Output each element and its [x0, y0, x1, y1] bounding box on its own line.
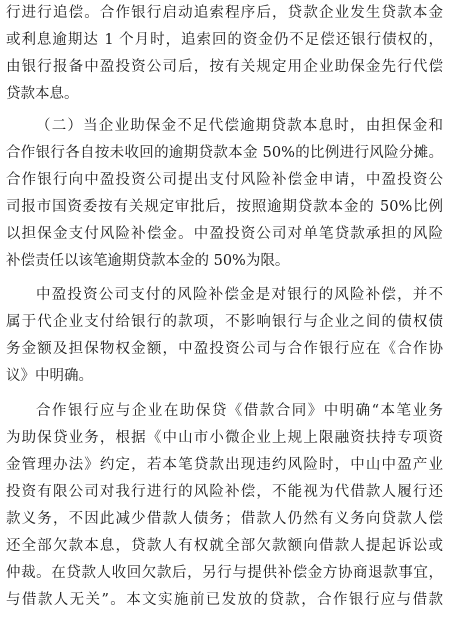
- text-line: 议》中明确。: [6, 368, 93, 384]
- paragraph-first-line: （二）当企业助保金不足代偿逾期贷款本息时，由担保金和: [36, 118, 443, 134]
- text-line: 贷款本息。: [6, 86, 79, 102]
- text-line: 属于代企业支付给银行的款项，不影响银行与企业之间的债权债: [6, 314, 443, 330]
- text-line: 仲裁。在贷款人收回欠款后，另行与提供补偿金方协商退款事宜，: [6, 565, 443, 581]
- text-line: 合作银行各自按未收回的逾期贷款本金 50%的比例进行风险分摊。: [6, 145, 443, 161]
- paragraph-first-line: 中盈投资公司支付的风险补偿金是对银行的风险补偿，并不: [36, 287, 443, 303]
- paragraph-first-line: 合作银行应与企业在助保贷《借款合同》中明确“本笔业务: [36, 403, 443, 419]
- text-line: 投资有限公司对我行进行的风险补偿，不能视为代借款人履行还: [6, 484, 443, 500]
- text-line: 为助保贷业务，根据《中山市小微企业上规上限融资扶持专项资: [6, 430, 443, 446]
- text-line: 还全部欠款本息，贷款人有权就全部欠款额向借款人提起诉讼或: [6, 538, 443, 554]
- text-line: 行进行追偿。合作银行启动追索程序后，贷款企业发生贷款本金: [6, 5, 443, 21]
- text-line: 由银行报备中盈投资公司后，按有关规定用企业助保金先行代偿: [6, 59, 443, 75]
- text-line: 款义务，不因此减少借款人债务；借款人仍然有义务向贷款人偿: [6, 511, 443, 527]
- text-line: 金管理办法》约定，若本笔贷款出现违约风险时，中山中盈产业: [6, 457, 443, 473]
- text-line: 或利息逾期达 1 个月时，追索回的资金仍不足偿还银行债权的，: [6, 32, 443, 48]
- text-line: 以担保金支付风险补偿金。中盈投资公司对单笔贷款承担的风险: [6, 226, 443, 242]
- text-line: 合作银行向中盈投资公司提出支付风险补偿金申请，中盈投资公: [6, 172, 443, 188]
- text-line: 司报市国资委按有关规定审批后，按照逾期贷款本金的 50%比例: [6, 199, 443, 215]
- text-line: 务金额及担保物权金额，中盈投资公司与合作银行应在《合作协: [6, 341, 443, 357]
- text-line: 与借款人无关”。本文实施前已发放的贷款，合作银行应与借款: [6, 592, 443, 608]
- text-line: 补偿责任以该笔逾期贷款本金的 50%为限。: [6, 253, 290, 269]
